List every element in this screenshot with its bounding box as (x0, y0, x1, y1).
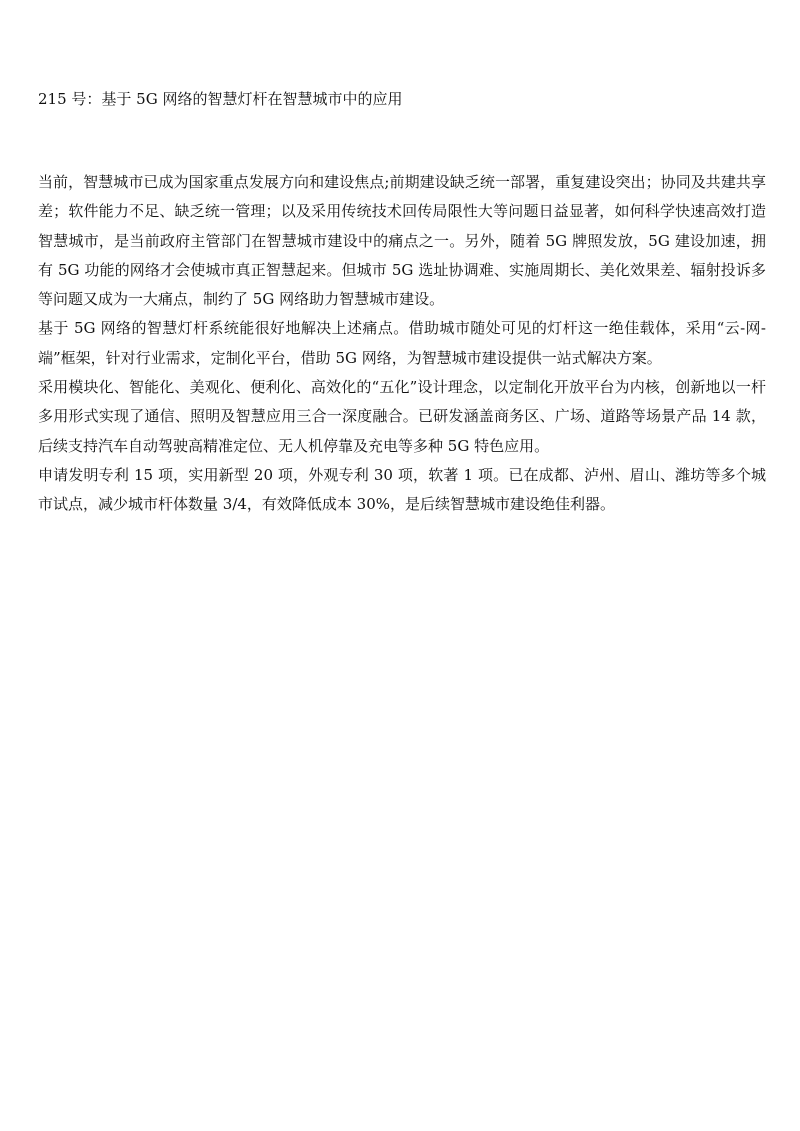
paragraph-design: 采用模块化、智能化、美观化、便利化、高效化的“五化”设计理念，以定制化开放平台为内核，创新地以一杆多用形式实现了通信、照明及智慧应用三合一深度融合。已研发涵盖商务区、广场、道路等场景产品 14 款，后续支持汽车自动驾驶高精准定位、无人机停靠及充电等多种 5G 特色应用。 (38, 378, 766, 455)
paragraph-solution: 基于 5G 网络的智慧灯杆系统能很好地解决上述痛点。借助城市随处可见的灯杆这一绝佳载体，采用“云-网-端”框架，针对行业需求，定制化平台，借助 5G 网络，为智慧城市建设提供一站式解决方案。 (38, 319, 766, 367)
document-title: 215 号：基于 5G 网络的智慧灯杆在智慧城市中的应用 (38, 90, 403, 108)
paragraph-results: 申请发明专利 15 项，实用新型 20 项，外观专利 30 项，软著 1 项。已在成都、泸州、眉山、潍坊等多个城市试点，减少城市杆体数量 3/4，有效降低成本 30%，是后续智慧城市建设绝佳利器。 (38, 465, 766, 514)
paragraph-background: 当前，智慧城市已成为国家重点发展方向和建设焦点;前期建设缺乏统一部署，重复建设突出；协同及共建共享差；软件能力不足、缺乏统一管理；以及采用传统技术回传局限性大等问题日益显著，如何科学快速高效打造智慧城市，是当前政府主管部门在智慧城市建设中的痛点之一。另外，随着 5G 牌照发放，5G 建设加速，拥有 5G 功能的网络才会使城市真正智慧起来。但城市 5G 选址协调难、实施周期长、美化效果差、辐射投诉多等问题又成为一大痛点，制约了 5G 网络助力智慧城市建设。 (38, 173, 766, 309)
document-body (38, 168, 766, 520)
